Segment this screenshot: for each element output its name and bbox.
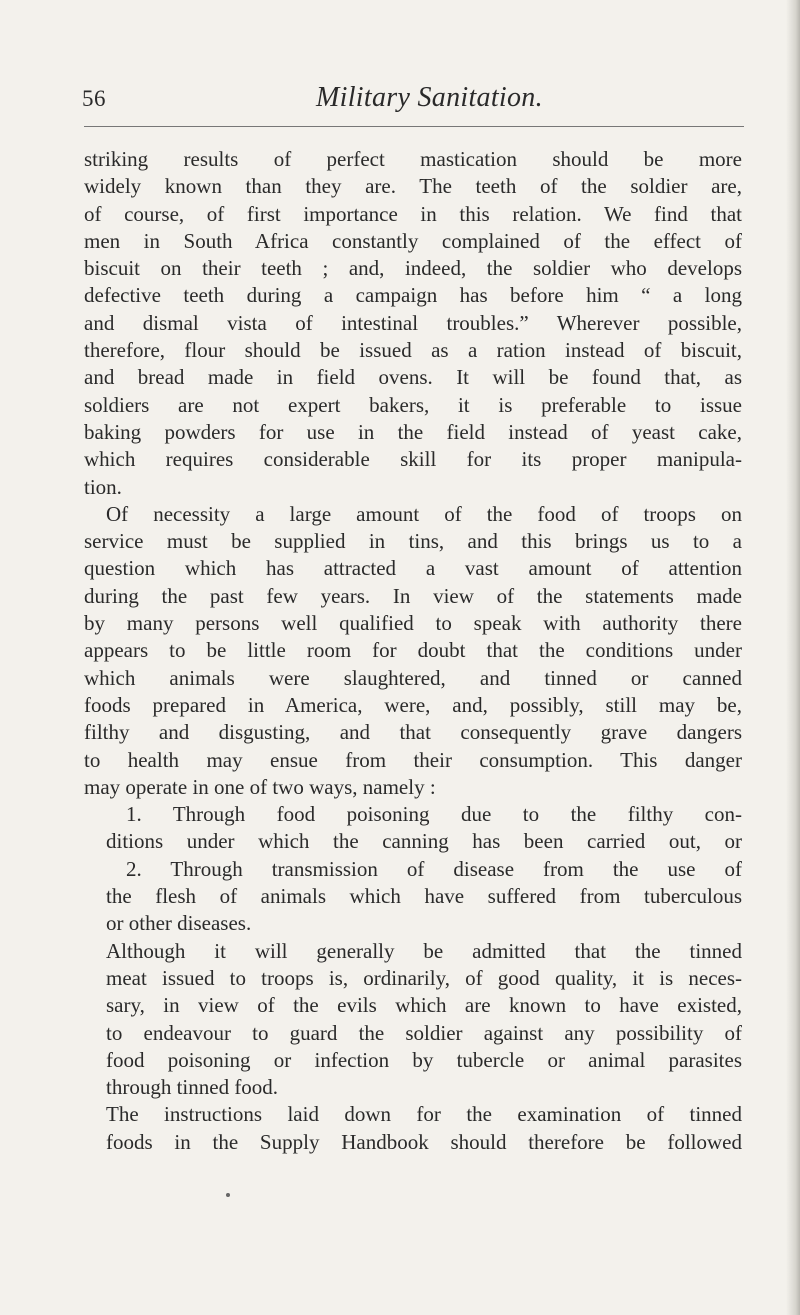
text-line: to endeavour to guard the soldier against any possibility of (106, 1020, 742, 1045)
text-line: 2. Through transmission of disease from the use of (126, 856, 742, 881)
text-line: biscuit on their teeth ; and, indeed, the soldier who develops (84, 256, 742, 281)
text-line: The instructions laid down for the examination of tinned (106, 1102, 742, 1127)
text-line: question which has attracted a vast amount of attention (84, 556, 742, 581)
text-line: striking results of perfect mastication should be more (84, 147, 742, 171)
text-line: 1. Through food poisoning due to the filthy con- (126, 802, 742, 827)
text-line: sary, in view of the evils which are known to have existed, (106, 993, 742, 1018)
text-line: foods prepared in America, were, and, possibly, still may be, (84, 692, 742, 717)
text-line: defective teeth during a campaign has before him “ a long (84, 283, 742, 308)
page-speck (226, 1193, 230, 1197)
text-line: men in South Africa constantly complained of the effect of (84, 228, 742, 253)
text-line: filthy and disgusting, and that consequently grave dangers (84, 720, 742, 745)
text-line: may operate in one of two ways, namely : (84, 774, 436, 799)
page-edge-shadow (786, 0, 800, 1315)
header-rule (84, 126, 744, 127)
text-line: foods in the Supply Handbook should therefore be followed (106, 1129, 742, 1154)
text-line: baking powders for use in the field instead of yeast cake, (84, 419, 742, 444)
text-line: and bread made in field ovens. It will be found that, as (84, 365, 742, 390)
text-line: Although it will generally be admitted that the tinned (106, 938, 742, 963)
text-line: by many persons well qualified to speak with authority there (84, 611, 742, 636)
text-line: of course, of first importance in this relation. We find that (84, 201, 742, 226)
text-line: and dismal vista of intestinal troubles.” Wherever possible, (84, 310, 742, 335)
text-line: tion. (84, 474, 122, 499)
text-line: therefore, flour should be issued as a ration instead of biscuit, (84, 338, 742, 363)
page-number: 56 (82, 86, 106, 111)
text-line: widely known than they are. The teeth of the soldier are, (84, 174, 742, 199)
text-line: soldiers are not expert bakers, it is preferable to issue (84, 392, 742, 417)
text-line: food poisoning or infection by tubercle or animal parasites (106, 1047, 742, 1072)
text-line: ditions under which the canning has been carried out, or (106, 829, 742, 854)
body-text (84, 146, 742, 1156)
text-line: Of necessity a large amount of the food of troops on (106, 501, 742, 526)
text-line: through tinned food. (106, 1075, 279, 1100)
text-line: the flesh of animals which have suffered from tuberculous (106, 884, 742, 909)
text-line: appears to be little room for doubt that the conditions under (84, 638, 742, 663)
text-line: to health may ensue from their consumption. This danger (84, 747, 742, 772)
text-line: or other diseases. (106, 911, 252, 936)
page-header (70, 76, 760, 116)
text-line: meat issued to troops is, ordinarily, of good quality, it is neces- (106, 965, 742, 990)
text-line: which animals were slaughtered, and tinned or canned (84, 665, 742, 690)
text-line: during the past few years. In view of the statements made (84, 583, 742, 608)
running-title: Military Sanitation. (316, 82, 543, 113)
text-line: service must be supplied in tins, and this brings us to a (84, 529, 742, 554)
text-line: which requires considerable skill for its proper manipula- (84, 447, 742, 472)
